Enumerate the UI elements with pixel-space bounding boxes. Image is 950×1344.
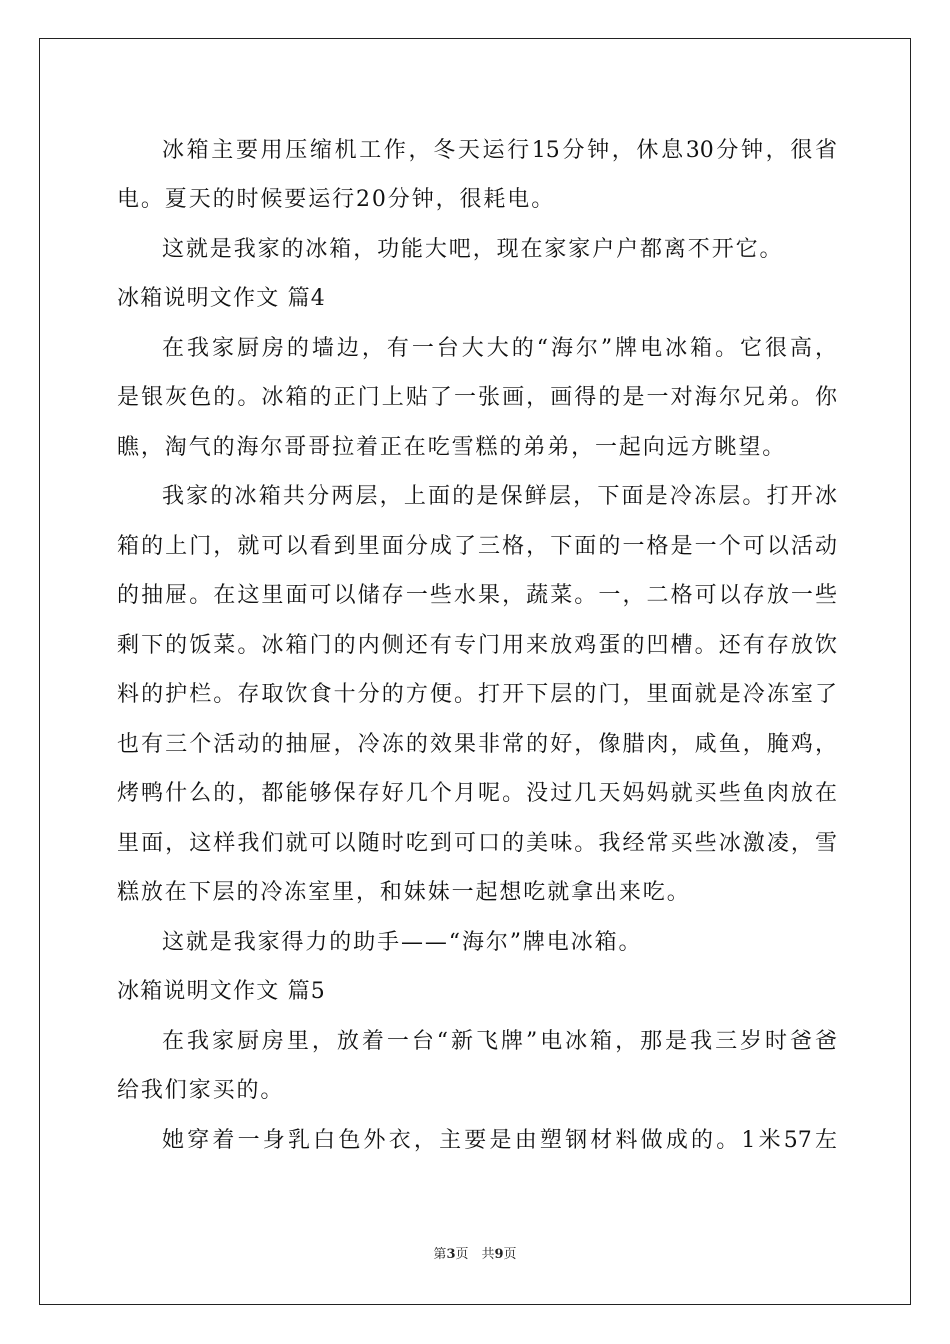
paragraph-line: 她穿着一身乳白色外衣，主要是由塑钢材料做成的。1米57左 [162, 1128, 837, 1153]
page-border [39, 38, 911, 1305]
paragraph-line: 里面，这样我们就可以随时吃到可口的美味。我经常买些冰激凌，雪 [117, 831, 837, 856]
section-heading: 冰箱说明文作文 篇5 [117, 979, 326, 1004]
paragraph-line: 也有三个活动的抽屉，冷冻的效果非常的好，像腊肉，咸鱼，腌鸡， [117, 732, 837, 757]
paragraph-line: 在我家厨房的墙边，有一台大大的“海尔”牌电冰箱。它很高， [162, 336, 837, 361]
footer-suffix: 页 [503, 1247, 517, 1262]
paragraph-line: 烤鸭什么的，都能够保存好几个月呢。没过几天妈妈就买些鱼肉放在 [117, 781, 837, 806]
paragraph-line: 这就是我家的冰箱，功能大吧，现在家家户户都离不开它。 [162, 237, 784, 262]
paragraph-line: 料的护栏。存取饮食十分的方便。打开下层的门，里面就是冷冻室了 [117, 682, 837, 707]
paragraph-line: 的抽屉。在这里面可以储存一些水果，蔬菜。一，二格可以存放一些 [117, 583, 837, 608]
paragraph-line: 我家的冰箱共分两层，上面的是保鲜层，下面是冷冻层。打开冰 [162, 484, 837, 509]
footer-prefix: 第 [433, 1247, 447, 1262]
paragraph-line: 在我家厨房里，放着一台“新飞牌”电冰箱，那是我三岁时爸爸 [162, 1029, 837, 1054]
paragraph-line: 这就是我家得力的助手——“海尔”牌电冰箱。 [162, 930, 643, 955]
paragraph-line: 箱的上门，就可以看到里面分成了三格，下面的一格是一个可以活动 [117, 534, 837, 559]
footer-current-page: 3 [446, 1247, 456, 1262]
paragraph-line: 电。夏天的时候要运行20分钟，很耗电。 [117, 187, 556, 212]
paragraph-line: 冰箱主要用压缩机工作，冬天运行15分钟，休息30分钟，很省 [162, 138, 837, 163]
paragraph-line: 是银灰色的。冰箱的正门上贴了一张画，画得的是一对海尔兄弟。你 [117, 385, 837, 410]
footer-total-pages: 9 [494, 1247, 504, 1262]
section-heading: 冰箱说明文作文 篇4 [117, 286, 326, 311]
footer-middle: 页 共 [455, 1247, 495, 1262]
paragraph-line: 剩下的饭菜。冰箱门的内侧还有专门用来放鸡蛋的凹槽。还有存放饮 [117, 633, 837, 658]
paragraph-line: 糕放在下层的冷冻室里，和妹妹一起想吃就拿出来吃。 [117, 880, 691, 905]
page-footer [0, 1246, 950, 1264]
paragraph-line: 给我们家买的。 [117, 1078, 285, 1103]
paragraph-line: 瞧，淘气的海尔哥哥拉着正在吃雪糕的弟弟，一起向远方眺望。 [117, 435, 787, 460]
